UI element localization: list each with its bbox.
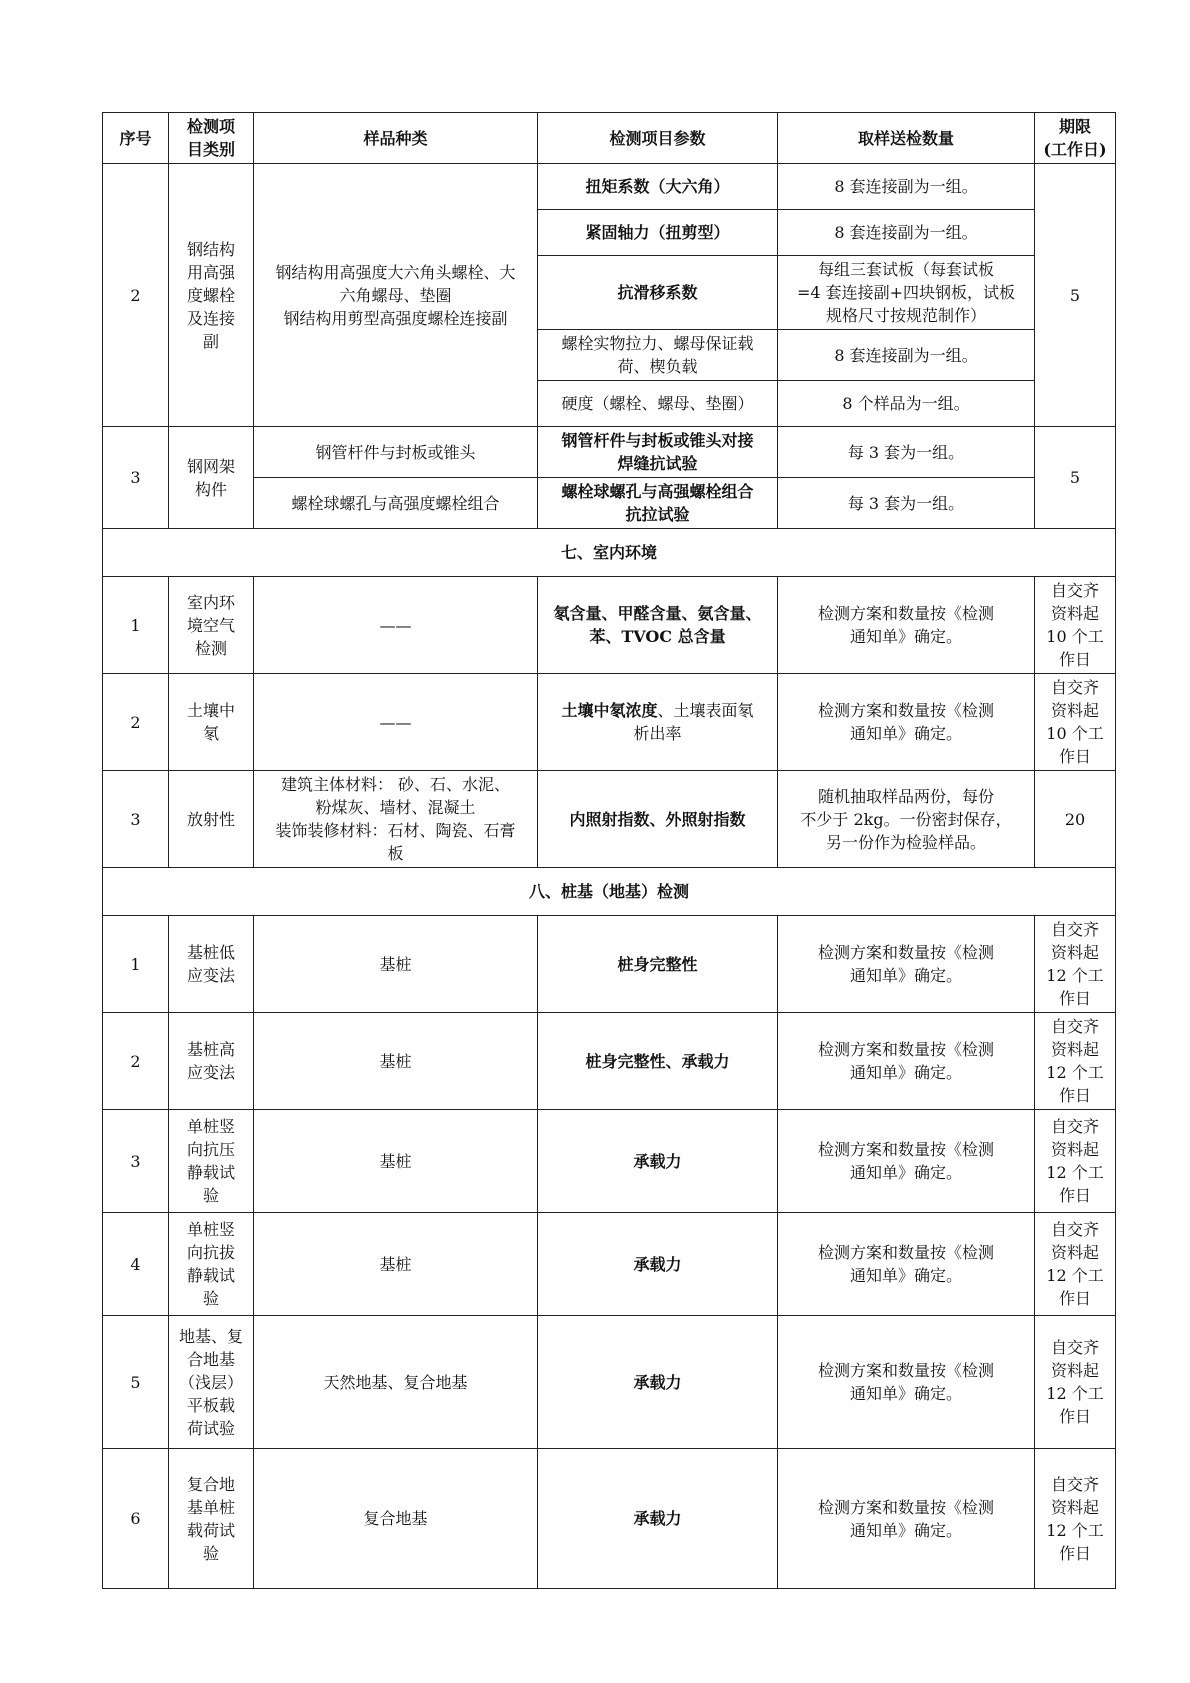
header-seq: 序号 [103,113,169,164]
period-cell: 自交齐 资料起 12 个工 作日 [1035,1213,1116,1316]
sample-cell: 基桩 [254,1213,538,1316]
header-params: 检测项目参数 [538,113,778,164]
param-cell: 硬度（螺栓、螺母、垫圈） [538,381,778,427]
seq-cell: 6 [103,1449,169,1589]
category-cell: 室内环 境空气 检测 [169,577,254,674]
section-title: 八、桩基（地基）检测 [103,868,1116,916]
period-cell: 20 [1035,771,1116,868]
param-bold: 土壤中氡浓度 [561,701,658,720]
param-cell [538,674,778,771]
quantity-cell: 8 套连接副为一组。 [778,164,1035,210]
seq-cell: 1 [103,916,169,1013]
period-cell: 自交齐 资料起 12 个工 作日 [1035,916,1116,1013]
period-cell: 自交齐 资料起 10 个工 作日 [1035,577,1116,674]
category-cell: 钢结构 用高强 度螺栓 及连接 副 [169,164,254,427]
seq-cell: 2 [103,674,169,771]
param-cell: 承载力 [538,1316,778,1449]
sample-cell: 钢管杆件与封板或锥头 [254,427,538,478]
header-row [103,113,1116,164]
param-cell: 桩身完整性、承载力 [538,1013,778,1110]
quantity-cell: 每 3 套为一组。 [778,478,1035,529]
param-rest: 、土壤表面氡 析出率 [633,701,754,743]
table-row [103,771,1116,868]
category-cell: 地基、复 合地基 （浅层） 平板载 荷试验 [169,1316,254,1449]
sample-cell: 基桩 [254,1013,538,1110]
period-cell: 5 [1035,427,1116,529]
param-cell: 扭矩系数（大六角） [538,164,778,210]
sample-cell: 天然地基、复合地基 [254,1316,538,1449]
table-row [103,577,1116,674]
table-row [103,674,1116,771]
category-cell: 单桩竖 向抗压 静载试 验 [169,1110,254,1213]
seq-cell: 3 [103,1110,169,1213]
quantity-cell: 检测方案和数量按《检测 通知单》确定。 [778,1213,1035,1316]
quantity-cell: 8 套连接副为一组。 [778,330,1035,381]
table-row [103,478,1116,529]
section-title: 七、室内环境 [103,529,1116,577]
quantity-cell: 检测方案和数量按《检测 通知单》确定。 [778,916,1035,1013]
param-cell: 紧固轴力（扭剪型） [538,210,778,256]
category-cell: 基桩高 应变法 [169,1013,254,1110]
table-row [103,1013,1116,1110]
sample-cell: 钢结构用高强度大六角头螺栓、大 六角螺母、垫圈 钢结构用剪型高强度螺栓连接副 [254,164,538,427]
quantity-cell: 检测方案和数量按《检测 通知单》确定。 [778,1316,1035,1449]
inspection-table [102,112,1116,1589]
sample-cell: 建筑主体材料： 砂、石、水泥、 粉煤灰、墙材、混凝土 装饰装修材料：石材、陶瓷、石膏 板 [254,771,538,868]
sample-cell: 基桩 [254,916,538,1013]
sample-cell: —— [254,674,538,771]
sample-cell: 螺栓球螺孔与高强度螺栓组合 [254,478,538,529]
param-cell: 钢管杆件与封板或锥头对接 焊缝抗试验 [538,427,778,478]
param-cell: 承载力 [538,1110,778,1213]
table-row [103,1213,1116,1316]
param-cell: 氡含量、甲醛含量、氨含量、 苯、TVOC 总含量 [538,577,778,674]
category-cell: 单桩竖 向抗拔 静载试 验 [169,1213,254,1316]
param-cell: 螺栓球螺孔与高强螺栓组合 抗拉试验 [538,478,778,529]
section-header-row [103,868,1116,916]
seq-cell: 3 [103,427,169,529]
param-cell: 螺栓实物拉力、螺母保证载 荷、楔负载 [538,330,778,381]
sample-cell: —— [254,577,538,674]
param-cell: 桩身完整性 [538,916,778,1013]
param-cell: 承载力 [538,1449,778,1589]
param-cell: 抗滑移系数 [538,256,778,330]
seq-cell: 2 [103,1013,169,1110]
quantity-cell: 8 个样品为一组。 [778,381,1035,427]
seq-cell: 3 [103,771,169,868]
category-cell: 复合地 基单桩 载荷试 验 [169,1449,254,1589]
quantity-cell: 检测方案和数量按《检测 通知单》确定。 [778,577,1035,674]
category-cell: 放射性 [169,771,254,868]
quantity-cell: 8 套连接副为一组。 [778,210,1035,256]
period-cell: 自交齐 资料起 12 个工 作日 [1035,1316,1116,1449]
category-cell: 基桩低 应变法 [169,916,254,1013]
quantity-cell: 每 3 套为一组。 [778,427,1035,478]
period-cell: 自交齐 资料起 12 个工 作日 [1035,1449,1116,1589]
quantity-cell: 检测方案和数量按《检测 通知单》确定。 [778,674,1035,771]
seq-cell: 2 [103,164,169,427]
period-cell: 自交齐 资料起 12 个工 作日 [1035,1013,1116,1110]
section-header-row [103,529,1116,577]
table-row [103,916,1116,1013]
period-cell: 5 [1035,164,1116,427]
category-cell: 钢网架 构件 [169,427,254,529]
table-row [103,427,1116,478]
table-row [103,164,1116,210]
quantity-cell: 检测方案和数量按《检测 通知单》确定。 [778,1110,1035,1213]
table-row [103,1316,1116,1449]
param-cell: 内照射指数、外照射指数 [538,771,778,868]
header-category: 检测项 目类别 [169,113,254,164]
period-cell: 自交齐 资料起 10 个工 作日 [1035,674,1116,771]
quantity-cell: 检测方案和数量按《检测 通知单》确定。 [778,1449,1035,1589]
seq-cell: 1 [103,577,169,674]
table-row [103,1449,1116,1589]
seq-cell: 4 [103,1213,169,1316]
header-period: 期限 (工作日) [1035,113,1116,164]
period-cell: 自交齐 资料起 12 个工 作日 [1035,1110,1116,1213]
header-quantity: 取样送检数量 [778,113,1035,164]
header-sample: 样品种类 [254,113,538,164]
category-cell: 土壤中 氡 [169,674,254,771]
seq-cell: 5 [103,1316,169,1449]
sample-cell: 基桩 [254,1110,538,1213]
table-row [103,1110,1116,1213]
quantity-cell: 检测方案和数量按《检测 通知单》确定。 [778,1013,1035,1110]
quantity-cell: 每组三套试板（每套试板 =4 套连接副+四块钢板，试板 规格尺寸按规范制作） [778,256,1035,330]
quantity-cell: 随机抽取样品两份，每份 不少于 2kg。一份密封保存， 另一份作为检验样品。 [778,771,1035,868]
param-cell: 承载力 [538,1213,778,1316]
sample-cell: 复合地基 [254,1449,538,1589]
